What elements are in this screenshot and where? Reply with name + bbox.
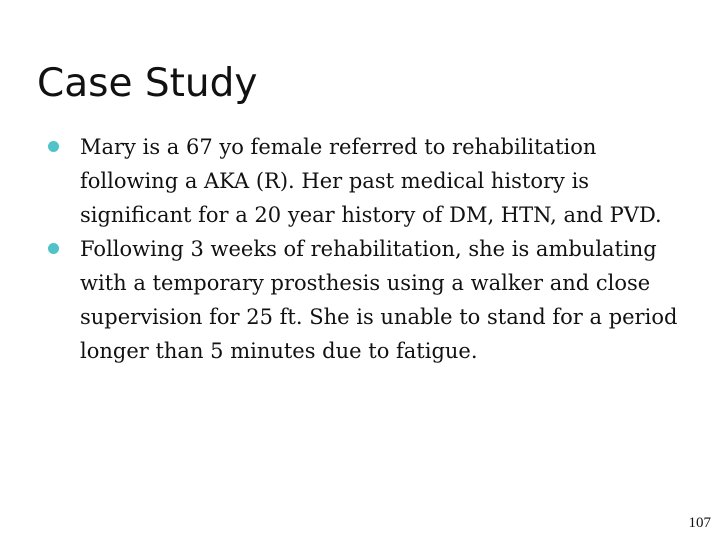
bullet-text: Following 3 weeks of rehabilitation, she is ambulating with a temporary prosthesis using a walker and close supervision for 25 ft. She is unable to stand for a period longer than 5 minutes due to fatigue. — [80, 237, 678, 363]
page-number: 107 — [688, 515, 711, 531]
bullet-item — [48, 232, 688, 368]
bullet-text: Mary is a 67 yo female referred to rehabilitation following a AKA (R). Her past medical history is significant for a 20 year history of DM, HTN, and PVD. — [80, 135, 662, 227]
bullet-item — [48, 130, 688, 232]
bullet-list — [48, 130, 688, 368]
bullet-dot-icon — [48, 243, 59, 254]
slide-title: Case Study — [37, 61, 258, 106]
bullet-dot-icon — [48, 141, 59, 152]
